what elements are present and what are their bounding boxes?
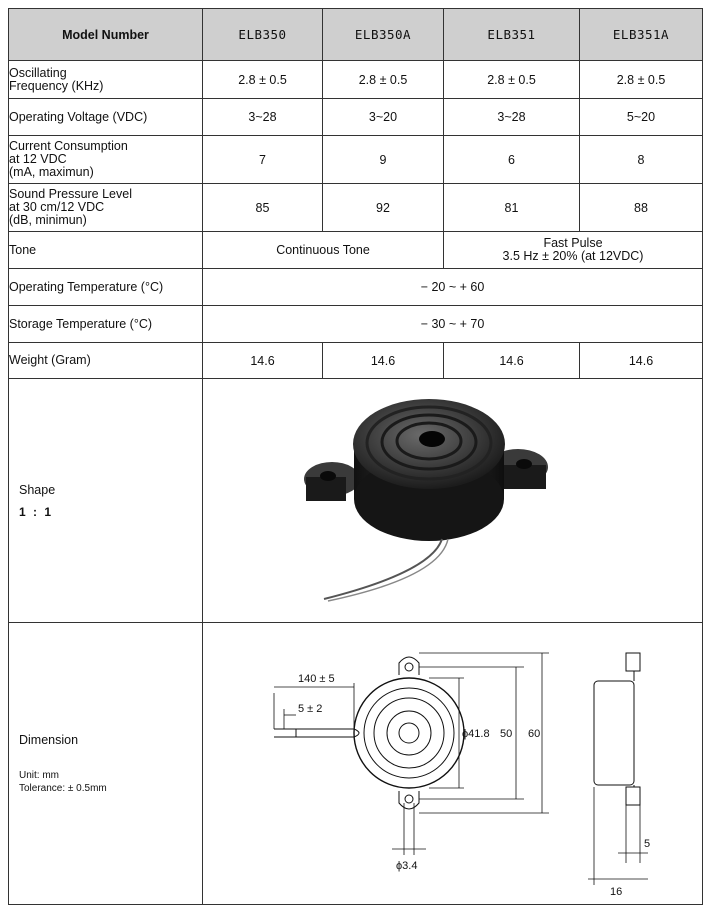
tone-pulse-line1: Fast Pulse xyxy=(543,236,603,250)
frequency-value: 2.8 ± 0.5 xyxy=(444,61,580,99)
dim-phi-text: ϕ41.8 xyxy=(461,728,490,740)
frequency-label-line1: Oscillating xyxy=(9,65,67,80)
operating-temperature-label: Operating Temperature (°C) xyxy=(9,269,203,306)
shape-ratio: 1 : 1 xyxy=(19,504,54,519)
weight-value: 14.6 xyxy=(323,343,444,379)
row-current xyxy=(9,136,703,184)
model-number-label: Model Number xyxy=(9,9,203,61)
frequency-label xyxy=(9,61,203,99)
voltage-value: 5~20 xyxy=(580,99,703,136)
model-elb351a: ELB351A xyxy=(580,9,703,61)
dimension-drawing-cell xyxy=(203,623,703,905)
unit-text: Unit: mm xyxy=(19,769,59,781)
current-label-line1: Current Consumption xyxy=(9,139,128,153)
shape-label-cell xyxy=(9,379,203,623)
frequency-value: 2.8 ± 0.5 xyxy=(580,61,703,99)
current-value: 6 xyxy=(444,136,580,184)
spl-label-line2: at 30 cm/12 VDC xyxy=(9,200,105,214)
voltage-value: 3~20 xyxy=(323,99,444,136)
tolerance-text: Tolerance: ± 0.5mm xyxy=(19,782,107,794)
voltage-value: 3~28 xyxy=(444,99,580,136)
spl-value: 81 xyxy=(444,184,580,232)
spl-label-line3: (dB, minimun) xyxy=(9,213,87,227)
spl-value: 85 xyxy=(203,184,323,232)
row-frequency xyxy=(9,61,703,99)
current-value: 7 xyxy=(203,136,323,184)
voltage-label: Operating Voltage (VDC) xyxy=(9,99,203,136)
current-value: 9 xyxy=(323,136,444,184)
shape-label: Shape xyxy=(19,482,56,497)
dimension-drawing xyxy=(204,623,702,901)
tone-continuous: Continuous Tone xyxy=(203,232,444,269)
spl-label-line1: Sound Pressure Level xyxy=(9,187,132,201)
tone-fast-pulse xyxy=(444,232,703,269)
weight-value: 14.6 xyxy=(580,343,703,379)
model-elb351: ELB351 xyxy=(444,9,580,61)
weight-value: 14.6 xyxy=(203,343,323,379)
current-label-line2: at 12 VDC xyxy=(9,152,67,166)
weight-label: Weight (Gram) xyxy=(9,343,203,379)
shape-image-cell xyxy=(203,379,703,623)
row-weight xyxy=(9,343,703,379)
frequency-value: 2.8 ± 0.5 xyxy=(323,61,444,99)
dim-5-text: 5 xyxy=(643,838,650,850)
spl-value: 92 xyxy=(323,184,444,232)
frequency-label-line2: Frequency (KHz) xyxy=(9,78,104,93)
spl-value: 88 xyxy=(580,184,703,232)
tone-pulse-line2: 3.5 Hz ± 20% (at 12VDC) xyxy=(502,249,644,263)
frequency-value: 2.8 ± 0.5 xyxy=(203,61,323,99)
storage-temperature-label: Storage Temperature (°C) xyxy=(9,306,203,343)
row-shape xyxy=(9,379,703,623)
dim-60-text: 60 xyxy=(527,728,540,740)
model-elb350: ELB350 xyxy=(203,9,323,61)
current-label xyxy=(9,136,203,184)
dimension-label-cell xyxy=(9,623,203,905)
row-operating-temperature xyxy=(9,269,703,306)
dim-hole-text: ϕ3.4 xyxy=(395,860,417,872)
dimension-label: Dimension xyxy=(19,732,79,747)
row-tone xyxy=(9,232,703,269)
dim-50-text: 50 xyxy=(499,728,512,740)
piezo-buzzer-illustration xyxy=(204,379,702,619)
header-row xyxy=(9,9,703,61)
dim-lead-text: 140 ± 5 xyxy=(297,673,335,685)
row-dimension xyxy=(9,623,703,905)
dim-strip-text: 5 ± 2 xyxy=(297,703,322,715)
dim-16-text: 16 xyxy=(609,886,622,898)
row-spl xyxy=(9,184,703,232)
spec-table xyxy=(8,8,703,905)
current-label-line3: (mA, maximun) xyxy=(9,165,94,179)
storage-temperature-value: − 30 ~ + 70 xyxy=(203,306,703,343)
model-elb350a: ELB350A xyxy=(323,9,444,61)
tone-label: Tone xyxy=(9,232,203,269)
row-storage-temperature xyxy=(9,306,703,343)
spl-label xyxy=(9,184,203,232)
weight-value: 14.6 xyxy=(444,343,580,379)
voltage-value: 3~28 xyxy=(203,99,323,136)
row-voltage xyxy=(9,99,703,136)
operating-temperature-value: − 20 ~ + 60 xyxy=(203,269,703,306)
current-value: 8 xyxy=(580,136,703,184)
